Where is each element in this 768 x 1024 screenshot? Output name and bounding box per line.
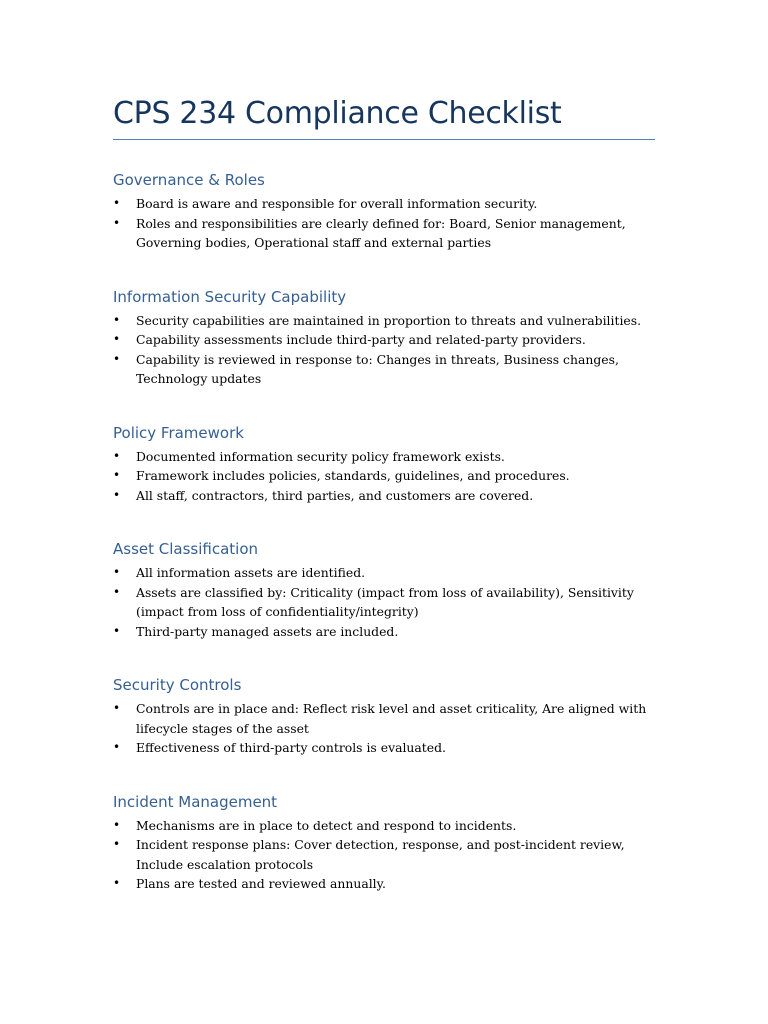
section-2 bbox=[113, 423, 655, 506]
bullet-dot-icon: • bbox=[113, 584, 121, 599]
bullet-dot-icon: • bbox=[113, 740, 121, 754]
bullet-text: Capability assessments include third-party and related-party providers. bbox=[136, 332, 586, 347]
bullet-dot-icon: • bbox=[113, 837, 121, 851]
bullet-dot-icon: • bbox=[113, 215, 121, 230]
bullet-text: Roles and responsibilities are clearly defined for: Board, Senior management, Governing bodies, Operational staff and external parties bbox=[136, 215, 626, 250]
bullet-text: Incident response plans: Cover detection, response, and post-incident review, Include escalation protocols bbox=[136, 837, 625, 872]
bullet-item bbox=[113, 311, 655, 331]
bullet-text: Capability is reviewed in response to: Changes in threats, Business changes, Technology updates bbox=[136, 351, 619, 386]
bullet-dot-icon: • bbox=[113, 817, 121, 832]
bullet-item bbox=[113, 194, 655, 214]
section-heading: Security Controls bbox=[113, 676, 242, 694]
bullet-item bbox=[113, 622, 655, 642]
bullet-list bbox=[113, 816, 655, 894]
bullet-dot-icon: • bbox=[113, 196, 121, 210]
bullet-list bbox=[113, 311, 655, 389]
bullet-text: Third-party managed assets are included. bbox=[136, 623, 399, 639]
bullet-item bbox=[113, 214, 655, 253]
bullet-text: Mechanisms are in place to detect and respond to incidents. bbox=[136, 817, 517, 833]
bullet-text: All information assets are identified. bbox=[136, 565, 366, 580]
document-title: CPS 234 Compliance Checklist bbox=[113, 96, 562, 131]
section-5 bbox=[113, 792, 655, 894]
sections-container bbox=[113, 170, 655, 894]
bullet-item bbox=[113, 486, 655, 506]
bullet-item bbox=[113, 699, 655, 738]
bullet-text: Documented information security policy framework exists. bbox=[136, 448, 505, 464]
bullet-dot-icon: • bbox=[113, 312, 121, 327]
bullet-dot-icon: • bbox=[113, 468, 121, 482]
bullet-list bbox=[113, 194, 655, 253]
bullet-dot-icon: • bbox=[113, 332, 121, 346]
bullet-item bbox=[113, 466, 655, 486]
bullet-item bbox=[113, 738, 655, 758]
section-0 bbox=[113, 170, 655, 253]
bullet-text: Board is aware and responsible for overall information security. bbox=[136, 196, 538, 211]
section-heading: Governance & Roles bbox=[113, 171, 265, 189]
bullet-list bbox=[113, 447, 655, 506]
bullet-dot-icon: • bbox=[113, 565, 121, 579]
bullet-item bbox=[113, 330, 655, 350]
bullet-item bbox=[113, 874, 655, 894]
section-heading: Information Security Capability bbox=[113, 287, 347, 306]
bullet-text: Assets are classified by: Criticality (impact from loss of availability), Sensitivity (impact from loss of confidentiality/integrity) bbox=[136, 584, 634, 619]
bullet-dot-icon: • bbox=[113, 448, 121, 463]
bullet-item bbox=[113, 583, 655, 622]
section-1 bbox=[113, 287, 655, 389]
bullet-text: Security capabilities are maintained in proportion to threats and vulnerabilities. bbox=[136, 312, 642, 328]
bullet-dot-icon: • bbox=[113, 487, 121, 502]
bullet-text: Plans are tested and reviewed annually. bbox=[136, 876, 386, 891]
bullet-text: Effectiveness of third-party controls is evaluated. bbox=[136, 740, 446, 755]
bullet-dot-icon: • bbox=[113, 876, 121, 890]
title-underline bbox=[113, 139, 655, 140]
bullet-dot-icon: • bbox=[113, 623, 121, 638]
section-heading: Asset Classification bbox=[113, 540, 259, 558]
bullet-item bbox=[113, 447, 655, 467]
bullet-dot-icon: • bbox=[113, 351, 121, 366]
section-heading: Incident Management bbox=[113, 792, 278, 811]
bullet-text: Controls are in place and: Reflect risk level and asset criticality, Are aligned with lifecycle stages of the asset bbox=[136, 701, 647, 736]
bullet-text: Framework includes policies, standards, guidelines, and procedures. bbox=[136, 468, 570, 483]
bullet-list bbox=[113, 563, 655, 641]
bullet-text: All staff, contractors, third parties, and customers are covered. bbox=[136, 487, 534, 503]
bullet-item bbox=[113, 350, 655, 389]
section-4 bbox=[113, 675, 655, 758]
bullet-dot-icon: • bbox=[113, 701, 121, 715]
section-heading: Policy Framework bbox=[113, 423, 244, 442]
section-3 bbox=[113, 539, 655, 641]
bullet-item bbox=[113, 835, 655, 874]
bullet-list bbox=[113, 699, 655, 758]
bullet-item bbox=[113, 816, 655, 836]
bullet-item bbox=[113, 563, 655, 583]
